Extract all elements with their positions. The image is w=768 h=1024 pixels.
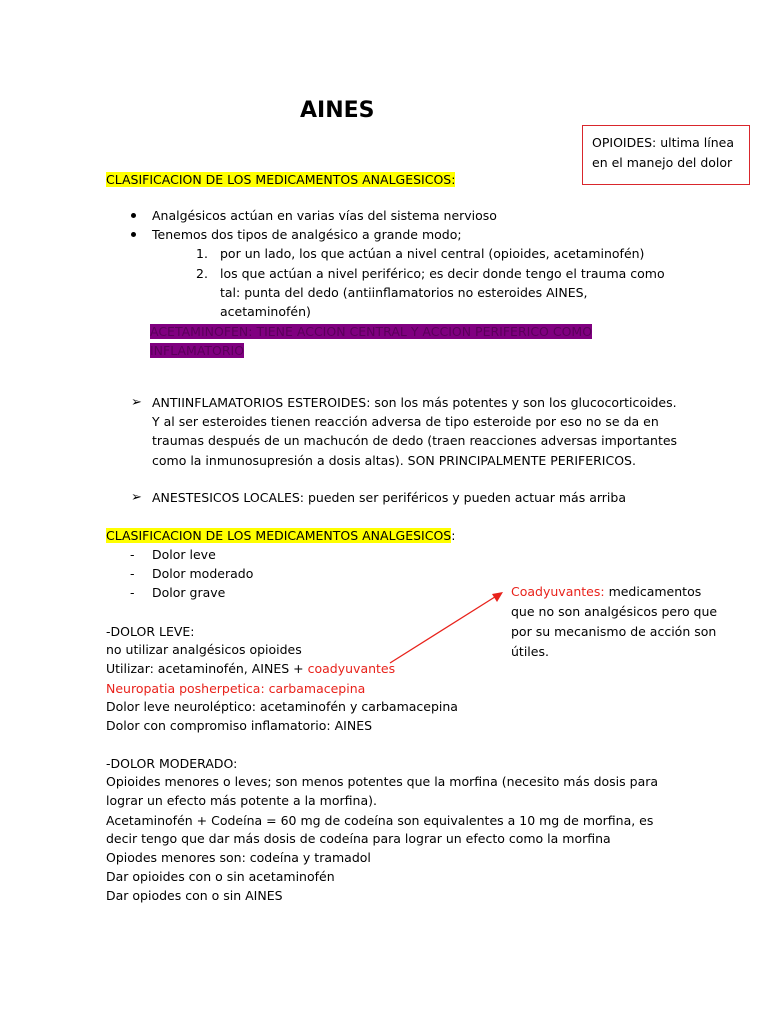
dash-item: Dolor moderado xyxy=(152,566,254,581)
callout-line: en el manejo del dolor xyxy=(592,155,733,170)
section-heading-text: CLASIFICACION DE LOS MEDICAMENTOS ANALGESICOS: xyxy=(106,172,456,187)
numbered-item-cont: tal: punta del dedo (antiinflamatorios no esteroides AINES, xyxy=(220,285,588,300)
side-note-term: Coadyuvantes: xyxy=(511,584,605,599)
dolor-leve-heading: -DOLOR LEVE: xyxy=(106,624,195,639)
dolor-moderado-line: Opioides menores o leves; son menos potentes que la morfina (necesito más dosis para xyxy=(106,774,659,789)
bullet-item: Analgésicos actúan en varias vías del sistema nervioso xyxy=(152,208,497,223)
side-note-text: medicamentos xyxy=(604,584,702,599)
side-note-line: por su mecanismo de acción son xyxy=(511,624,717,639)
numbered-item: por un lado, los que actúan a nivel central (opioides, acetaminofén) xyxy=(220,246,645,261)
section-heading-colon: : xyxy=(451,528,456,543)
arrow-item-cont: Y al ser esteroides tienen reacción adversa de tipo esteroide por eso no se da en xyxy=(152,414,659,429)
arrow-item: ANESTESICOS LOCALES: pueden ser periféricos y pueden actuar más arriba xyxy=(152,490,626,505)
dolor-leve-line: Dolor con compromiso inflamatorio: AINES xyxy=(106,718,373,733)
dolor-leve-text: Utilizar: acetaminofén, AINES + xyxy=(106,661,308,676)
numbered-item: los que actúan a nivel periférico; es decir donde tengo el trauma como xyxy=(220,266,665,281)
list-number: 1. xyxy=(196,246,208,261)
dolor-moderado-line: Dar opioides con o sin acetaminofén xyxy=(106,869,335,884)
dash-icon: - xyxy=(130,547,135,562)
list-number: 2. xyxy=(196,266,208,281)
purple-note-line: ACETAMINOFEN: TIENE ACCION CENTRAL Y ACCION PERIFERICO COMO xyxy=(150,324,593,339)
arrow-bullet-icon: ➢ xyxy=(131,490,142,505)
arrow-item-cont: traumas después de un machucón de dedo (traen reacciones adversas importantes xyxy=(152,433,678,448)
dolor-moderado-heading: -DOLOR MODERADO: xyxy=(106,756,238,771)
dash-icon: - xyxy=(130,585,135,600)
bullet-item: Tenemos dos tipos de analgésico a grande modo; xyxy=(152,227,462,242)
dash-item: Dolor grave xyxy=(152,585,226,600)
dolor-moderado-line: decir tengo que dar más dosis de codeína para lograr un efecto como la morfina xyxy=(106,831,611,846)
dolor-moderado-line: Acetaminofén + Codeína = 60 mg de codeína son equivalentes a 10 mg de morfina, es xyxy=(106,813,654,828)
dolor-moderado-line: Opiodes menores son: codeína y tramadol xyxy=(106,850,371,865)
dolor-leve-line-red: Neuropatia posherpetica: carbamacepina xyxy=(106,681,366,696)
arrow-item: ANTIINFLAMATORIOS ESTEROIDES: son los más potentes y son los glucocorticoides. xyxy=(152,395,677,410)
dash-icon: - xyxy=(130,566,135,581)
purple-note-line: INFLAMATORIO xyxy=(150,343,245,358)
arrow-item-cont: como la inmunosupresión a dosis altas). SON PRINCIPALMENTE PERIFERICOS. xyxy=(152,453,636,468)
arrow-bullet-icon: ➢ xyxy=(131,395,142,410)
numbered-item-cont: acetaminofén) xyxy=(220,304,311,319)
dolor-moderado-line: Dar opiodes con o sin AINES xyxy=(106,888,283,903)
side-note-line: útiles. xyxy=(511,644,549,659)
section-heading-text: CLASIFICACION DE LOS MEDICAMENTOS ANALGESICOS xyxy=(106,528,452,543)
dolor-leve-line xyxy=(106,659,395,678)
dolor-moderado-line: lograr un efecto más potente a la morfina). xyxy=(106,793,377,808)
dash-item: Dolor leve xyxy=(152,547,216,562)
connector-line xyxy=(390,595,498,663)
side-note-line: que no son analgésicos pero que xyxy=(511,604,718,619)
page-title: AINES xyxy=(300,98,375,123)
coadyuvantes-term: coadyuvantes xyxy=(307,661,396,676)
dolor-leve-line: Dolor leve neuroléptico: acetaminofén y carbamacepina xyxy=(106,699,458,714)
dolor-leve-line: no utilizar analgésicos opioides xyxy=(106,642,302,657)
callout-line: OPIOIDES: ultima línea xyxy=(592,135,735,150)
